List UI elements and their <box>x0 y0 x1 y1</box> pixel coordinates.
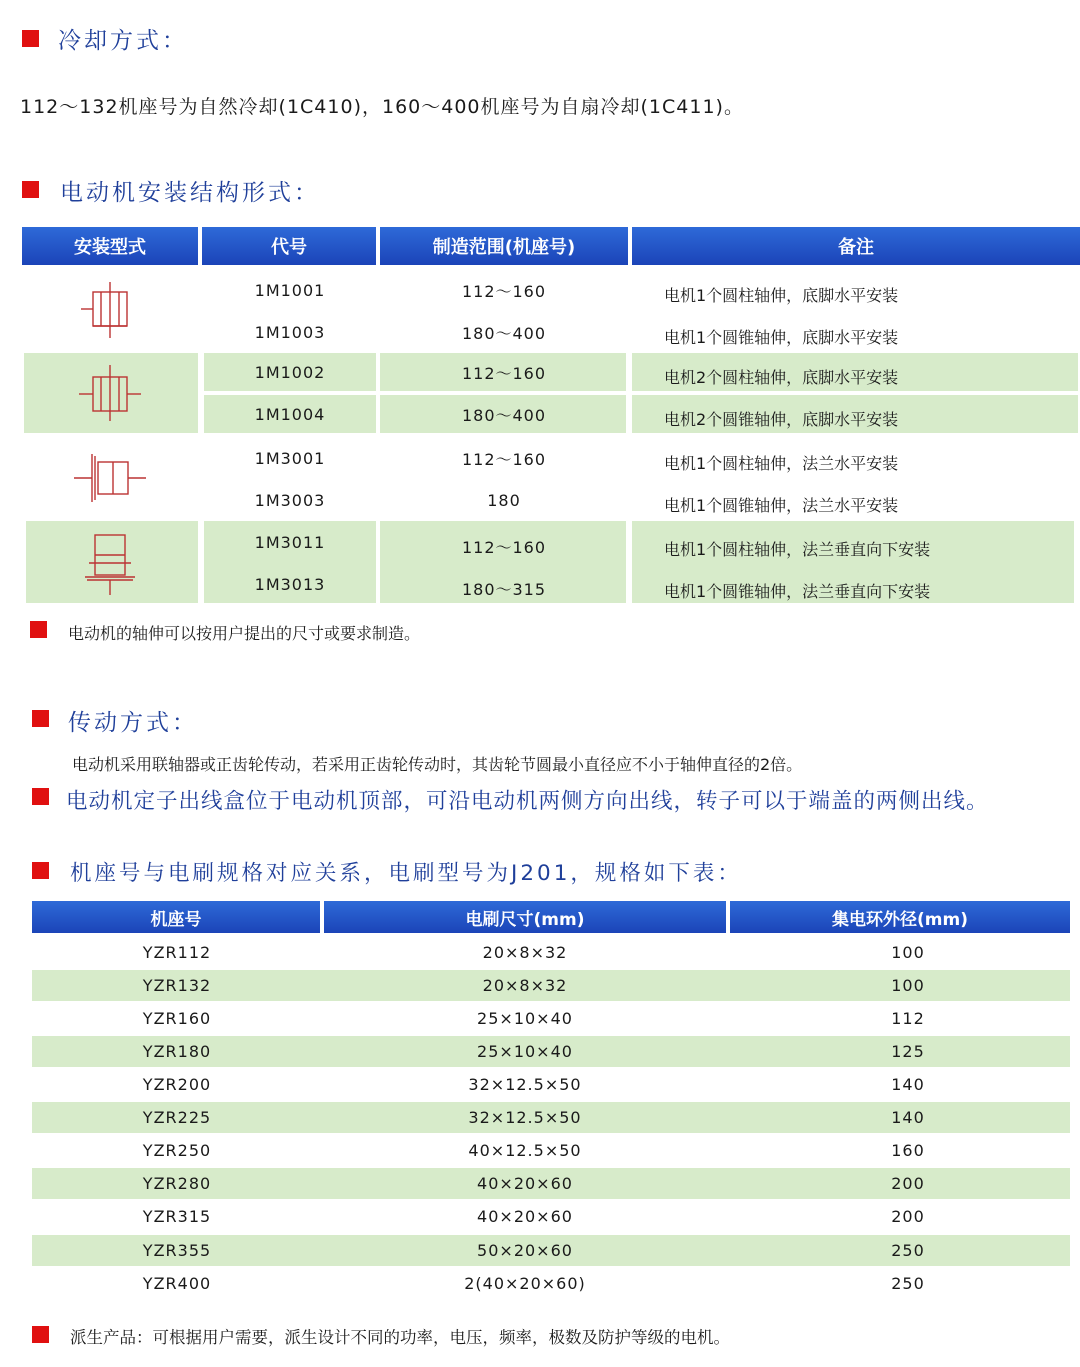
row-size: 32×12.5×50 <box>468 1075 582 1094</box>
row-range: 180～400 <box>461 405 547 425</box>
row-code: 1M1004 <box>254 404 326 424</box>
table-row <box>32 936 1070 969</box>
section-bullet <box>32 1326 49 1343</box>
row-note: 电机1个圆锥轴伸，法兰水平安装 <box>664 495 899 515</box>
row-ring: 140 <box>891 1108 925 1127</box>
row-frame: YZR315 <box>142 1207 212 1226</box>
row-size: 50×20×60 <box>477 1241 573 1260</box>
row-range: 112～160 <box>461 449 547 469</box>
row-size: 20×8×32 <box>482 976 568 995</box>
header-ring-diameter: 集电环外径(mm) <box>730 901 1070 933</box>
header-frame: 机座号 <box>32 901 320 933</box>
table-row <box>22 395 1080 437</box>
table-row <box>32 1234 1070 1267</box>
row-frame: YZR160 <box>142 1009 212 1028</box>
row-size: 25×10×40 <box>477 1009 573 1028</box>
row-ring: 100 <box>891 943 925 962</box>
header-code: 代号 <box>202 227 376 265</box>
mounting-heading: 电动机安装结构形式： <box>60 180 320 206</box>
row-range: 180～315 <box>461 579 547 599</box>
row-frame: YZR180 <box>142 1042 212 1061</box>
cooling-heading: 冷却方式： <box>58 28 188 54</box>
row-size: 25×10×40 <box>477 1042 573 1061</box>
row-code: 1M1001 <box>254 280 326 300</box>
header-brush-size: 电刷尺寸(mm) <box>324 901 726 933</box>
row-code: 1M1003 <box>254 322 326 342</box>
row-range: 112～160 <box>461 281 547 301</box>
row-code: 1M1002 <box>254 362 326 382</box>
transmission-text: 电动机采用联轴器或正齿轮传动，若采用正齿轮传动时，其齿轮节圆最小直径应不小于轴伸直径的2倍。 <box>72 755 803 774</box>
section-bullet <box>22 181 39 198</box>
section-bullet <box>22 30 39 47</box>
cooling-text: 112～132机座号为自然冷却(1C410)，160～400机座号为自扇冷却(1C411)。 <box>20 96 744 118</box>
row-range: 180～400 <box>461 323 547 343</box>
table-row <box>22 269 1080 311</box>
row-size: 40×20×60 <box>477 1174 573 1193</box>
row-code: 1M3001 <box>254 448 326 468</box>
table-row <box>22 437 1080 479</box>
section-bullet <box>32 862 49 879</box>
row-range: 112～160 <box>461 363 547 383</box>
section-bullet <box>32 788 49 805</box>
table-row <box>22 563 1080 605</box>
row-ring: 160 <box>891 1141 925 1160</box>
row-size: 2(40×20×60) <box>464 1274 586 1293</box>
row-ring: 250 <box>891 1241 925 1260</box>
derived-text: 派生产品：可根据用户需要，派生设计不同的功率，电压，频率，极数及防护等级的电机。 <box>70 1328 730 1347</box>
table-row <box>22 521 1080 563</box>
row-code: 1M3011 <box>254 532 326 552</box>
row-ring: 200 <box>891 1207 925 1226</box>
row-size: 40×20×60 <box>477 1207 573 1226</box>
header-mount-type: 安装型式 <box>22 227 198 265</box>
table-row <box>32 1068 1070 1101</box>
row-note: 电机1个圆锥轴伸，法兰垂直向下安装 <box>664 581 931 601</box>
row-note: 电机1个圆柱轴伸，法兰水平安装 <box>664 453 899 473</box>
row-frame: YZR132 <box>142 976 212 995</box>
row-ring: 125 <box>891 1042 925 1061</box>
table-row <box>32 1200 1070 1233</box>
row-note: 电机1个圆锥轴伸，底脚水平安装 <box>664 327 899 347</box>
table-row <box>32 1167 1070 1200</box>
section-bullet <box>32 710 49 727</box>
row-frame: YZR250 <box>142 1141 212 1160</box>
row-size: 40×12.5×50 <box>468 1141 582 1160</box>
table-row <box>22 311 1080 353</box>
row-ring: 112 <box>891 1009 925 1028</box>
table-row <box>22 479 1080 521</box>
row-code: 1M3013 <box>254 574 326 594</box>
row-note: 电机2个圆锥轴伸，底脚水平安装 <box>664 409 899 429</box>
row-ring: 100 <box>891 976 925 995</box>
row-frame: YZR355 <box>142 1241 212 1260</box>
row-ring: 250 <box>891 1274 925 1293</box>
row-frame: YZR225 <box>142 1108 212 1127</box>
transmission-heading: 传动方式： <box>68 710 198 736</box>
row-frame: YZR112 <box>142 943 212 962</box>
table-row <box>32 1267 1070 1300</box>
table-row <box>32 1035 1070 1068</box>
row-note: 电机1个圆柱轴伸，底脚水平安装 <box>664 285 899 305</box>
row-size: 32×12.5×50 <box>468 1108 582 1127</box>
table-row <box>22 353 1080 395</box>
brush-heading: 机座号与电刷规格对应关系，电刷型号为J201，规格如下表： <box>70 861 742 886</box>
row-note: 电机2个圆柱轴伸，底脚水平安装 <box>664 367 899 387</box>
table-row <box>32 969 1070 1002</box>
row-frame: YZR200 <box>142 1075 212 1094</box>
row-range: 112～160 <box>461 537 547 557</box>
row-note: 电机1个圆柱轴伸，法兰垂直向下安装 <box>664 539 931 559</box>
mounting-footnote: 电动机的轴伸可以按用户提出的尺寸或要求制造。 <box>68 624 421 643</box>
row-frame: YZR280 <box>142 1174 212 1193</box>
row-size: 20×8×32 <box>482 943 568 962</box>
header-range: 制造范围(机座号) <box>380 227 628 265</box>
note-bullet <box>30 621 47 638</box>
header-note: 备注 <box>632 227 1080 265</box>
row-code: 1M3003 <box>254 490 326 510</box>
row-frame: YZR400 <box>142 1274 212 1293</box>
outlet-text: 电动机定子出线盒位于电动机顶部，可沿电动机两侧方向出线，转子可以于端盖的两侧出线。 <box>66 789 989 814</box>
row-ring: 140 <box>891 1075 925 1094</box>
row-range: 180 <box>487 490 521 510</box>
table-row <box>32 1101 1070 1134</box>
row-ring: 200 <box>891 1174 925 1193</box>
table-row <box>32 1134 1070 1167</box>
table-row <box>32 1002 1070 1035</box>
